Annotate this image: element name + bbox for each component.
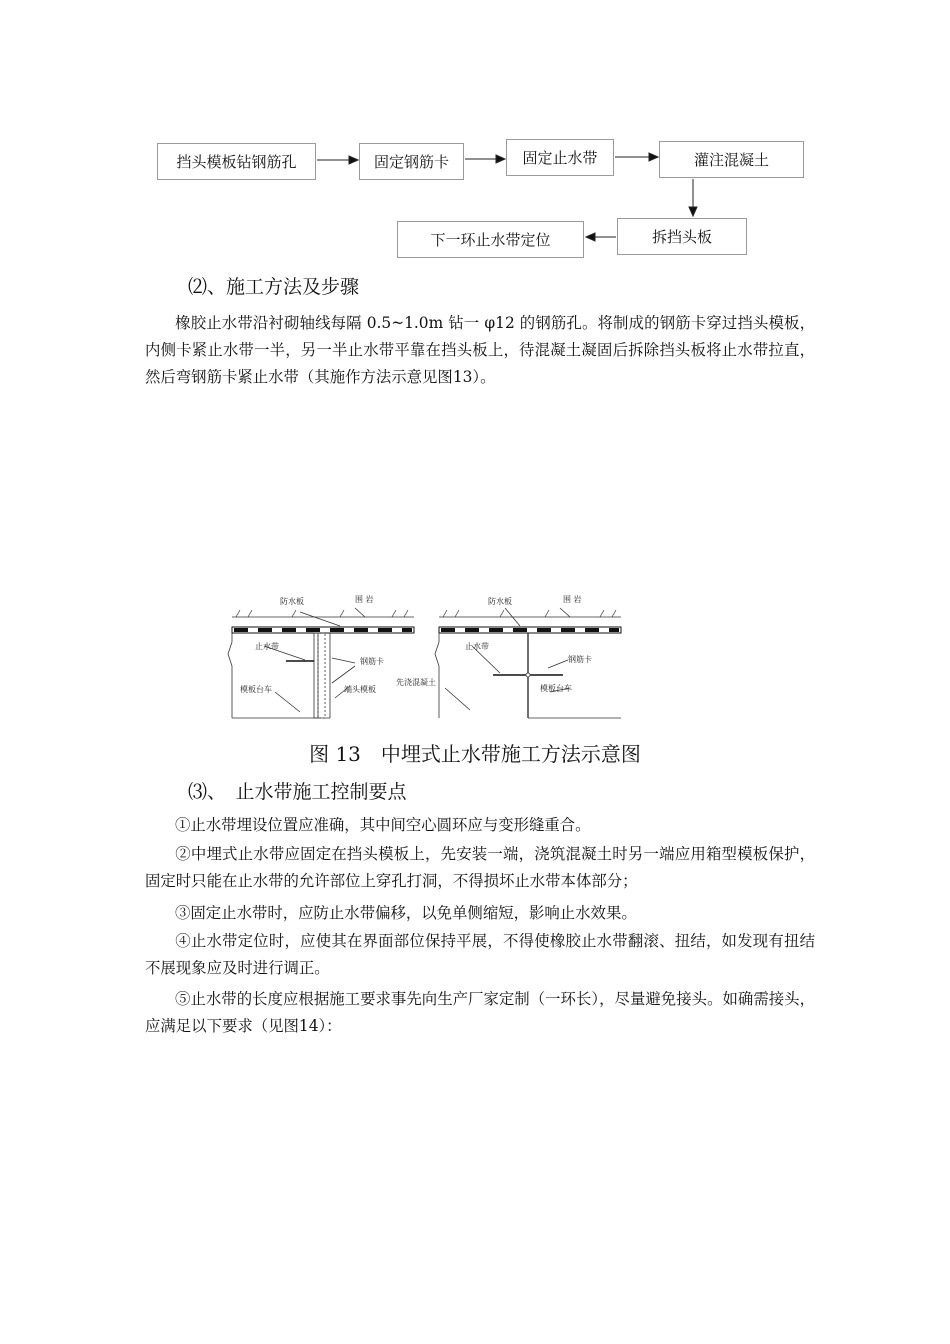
flow-step-fix-clip: 固定钢筋卡 (359, 143, 464, 180)
right-diagram (435, 608, 621, 718)
flow-step-drill: 挡头模板钻钢筋孔 (157, 143, 316, 180)
figure-13-caption: 图 13 中埋式止水带施工方法示意图 (309, 742, 641, 766)
section-2-paragraph: 橡胶止水带沿衬砌轴线每隔 0.5~1.0m 钻一 φ12 的钢筋孔。将制成的钢筋卡穿过挡头模板，内侧卡紧止水带一半，另一半止水带平靠在挡头板上，待混凝土凝固后拆除挡头板将止水带拉直，然后弯钢筋卡紧止水带（其施作方法示意见图13）。 (145, 314, 815, 386)
left-label-waterstop: 止水带 (255, 642, 279, 651)
right-label-trolley: 模板台车 (540, 684, 572, 693)
figure-13-diagram (0, 588, 950, 728)
control-point-2: ②中埋式止水带应固定在挡头模板上，先安装一端，浇筑混凝土时另一端应用箱型模板保护，固定时只能在止水带的允许部位上穿孔打洞，不得损坏止水带本体部分； (145, 845, 815, 890)
flow-step-fix-waterstop: 固定止水带 (506, 139, 614, 176)
control-point-1: ①止水带埋设位置应准确，其中间空心圆环应与变形缝重合。 (175, 816, 591, 834)
left-diagram (228, 608, 414, 718)
flow-step-remove-end-board: 拆挡头板 (617, 218, 747, 255)
section-3-heading: ⑶、 止水带施工控制要点 (188, 781, 407, 803)
control-point-4: ④止水带定位时，应使其在界面部位保持平展，不得使橡胶止水带翻滚、扭结，如发现有扭结不展现象应及时进行调正。 (145, 932, 815, 977)
right-label-first-concrete: 先浇混凝土 (396, 678, 436, 687)
flowchart-arrows (0, 0, 950, 300)
section-2-heading: ⑵、施工方法及步骤 (188, 276, 360, 298)
control-point-3: ③固定止水带时，应防止水带偏移，以免单侧缩短，影响止水效果。 (175, 904, 637, 922)
flow-step-next-ring: 下一环止水带定位 (397, 221, 584, 258)
left-label-trolley: 模板台车 (240, 685, 272, 694)
right-label-rebar-clip: 钢筋卡 (568, 655, 592, 664)
left-label-rebar-clip: 钢筋卡 (360, 657, 384, 666)
control-point-5: ⑤止水带的长度应根据施工要求事先向生产厂家定制（一环长），尽量避免接头。如确需接头，应满足以下要求（见图14）： (145, 990, 815, 1035)
left-label-rock: 围 岩 (355, 595, 374, 604)
flow-step-pour-concrete: 灌注混凝土 (659, 141, 804, 178)
left-label-end-form: 端头模板 (344, 685, 376, 694)
right-label-waterstop: 止水带 (465, 642, 489, 651)
left-label-waterproof: 防水板 (280, 597, 304, 606)
right-label-waterproof: 防水板 (488, 597, 512, 606)
right-label-rock: 围 岩 (563, 595, 582, 604)
